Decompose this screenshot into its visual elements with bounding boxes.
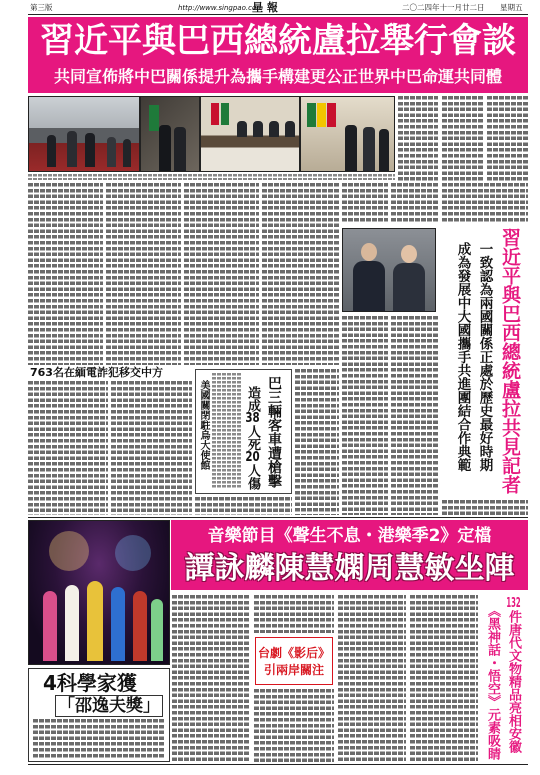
body-text-column xyxy=(28,183,103,365)
photo-figure xyxy=(107,137,116,167)
photo-performer xyxy=(151,599,163,661)
body-text-column xyxy=(410,595,478,762)
photo-performer xyxy=(65,585,79,661)
photo-stage-light xyxy=(115,535,151,571)
photo-flag xyxy=(149,105,159,131)
tv-drama-headline: 台劇《影后》 xyxy=(257,646,330,660)
photo-performer xyxy=(43,591,57,661)
photo-figure xyxy=(393,263,425,312)
lead-headline-band xyxy=(28,17,528,93)
body-text-column xyxy=(111,381,192,515)
body-text-column xyxy=(442,183,528,223)
lead-subheadline: 共同宣佈將中巴關係提升為攜手構建更公正世界中巴命運共同體 xyxy=(53,67,502,86)
music-headline: 譚詠麟陳慧嫻周慧敏坐陣 xyxy=(184,551,515,586)
photo-figure xyxy=(379,129,389,171)
photo-joint-press-conference xyxy=(342,228,436,312)
photo-flag xyxy=(307,103,316,127)
music-headline-band xyxy=(171,520,528,590)
photo-signing xyxy=(300,96,395,172)
photo-flag xyxy=(327,103,336,127)
body-text-column xyxy=(184,183,259,365)
photo-welcome-ceremony xyxy=(28,96,140,172)
shaw-prize-headline: 4科學家獲 xyxy=(43,671,137,695)
relics-headline: 132件唐代文物精品亮相安徽 xyxy=(506,597,521,753)
section-rule xyxy=(28,517,528,518)
body-text-column xyxy=(262,183,339,365)
photo-figure xyxy=(174,127,186,171)
photo-figure xyxy=(353,261,385,312)
body-text-column xyxy=(254,595,334,633)
body-text-column xyxy=(212,373,242,489)
photo-figure-head xyxy=(401,245,417,263)
photo-figure xyxy=(85,133,95,167)
photo-performer xyxy=(111,587,125,661)
photo-figure xyxy=(363,127,375,171)
body-text-column xyxy=(106,183,181,365)
newspaper-logo: 星 報 xyxy=(252,1,278,14)
shaw-prize-subhead: 「邵逸夫獎」 xyxy=(55,695,163,717)
body-text-column xyxy=(342,316,388,515)
body-text-column xyxy=(33,719,165,759)
music-kicker: 音樂節目《聲生不息・港樂季2》定檔 xyxy=(207,526,492,546)
issue-date: 二〇二四年十一月廿二日 xyxy=(402,3,485,12)
photo-figure xyxy=(47,135,56,167)
relics-subhead: 《黑神話・悟空》元素吸睛 xyxy=(485,604,500,760)
us-embassy-headline: 美國關閉駐烏大使館 xyxy=(198,380,209,470)
body-text-column xyxy=(342,183,388,223)
photo-flag xyxy=(317,103,326,127)
photo-figure xyxy=(285,121,295,137)
lead-headline: 習近平與巴西總統盧拉舉行會談 xyxy=(40,21,516,61)
photo-performer xyxy=(87,581,103,661)
photo-figure xyxy=(345,125,357,171)
body-text-column xyxy=(442,500,528,515)
photo-figure-head xyxy=(361,243,377,261)
tv-drama-subhead: 引兩岸關注 xyxy=(263,663,324,677)
page-number: 第三版 xyxy=(30,3,53,12)
body-text-column xyxy=(195,497,292,515)
photo-figure xyxy=(159,125,171,171)
press-conference-subhead-2: 成為發展中大國攜手共進團結合作典範 xyxy=(454,242,471,472)
issue-weekday: 星期五 xyxy=(500,3,523,12)
photo-performer xyxy=(133,591,147,661)
photo-concert-stage xyxy=(28,520,170,665)
photo-figure xyxy=(253,121,263,137)
photo-stage-light xyxy=(49,531,89,571)
press-conference-subhead-1: 一致認為兩國關係正處於歷史最好時期 xyxy=(476,242,493,472)
tv-drama-box xyxy=(255,637,333,685)
photo-flag xyxy=(221,103,229,125)
photo-figure xyxy=(123,139,131,167)
shaw-prize-box xyxy=(28,668,170,762)
photo-flag xyxy=(211,103,219,125)
body-text-column xyxy=(295,369,339,515)
photo-figure xyxy=(269,121,279,137)
telecom-fraud-headline: 763名在緬電詐犯移交中方 xyxy=(30,366,163,379)
body-text-column xyxy=(391,316,438,515)
body-text-column xyxy=(28,381,108,515)
photo-captions xyxy=(28,174,395,180)
bus-attack-headline: 巴三輛客車遭槍擊 xyxy=(266,376,282,488)
photo-talks-table xyxy=(200,96,300,172)
photo-figure xyxy=(237,121,247,137)
photo-figure xyxy=(67,131,77,167)
page-bottom-rule xyxy=(28,764,528,765)
site-url: http://www.singpao.com xyxy=(178,4,264,12)
body-text-column xyxy=(338,595,406,762)
press-conference-headline: 習近平與巴西總統盧拉共見記者 xyxy=(499,228,521,494)
body-text-column xyxy=(172,595,250,762)
body-text-column xyxy=(391,183,438,223)
bus-attack-subhead: 造成38人死20人傷 xyxy=(245,386,260,490)
masthead-rule xyxy=(28,14,528,15)
body-text-column xyxy=(254,689,334,762)
photo-handshake xyxy=(140,96,200,172)
